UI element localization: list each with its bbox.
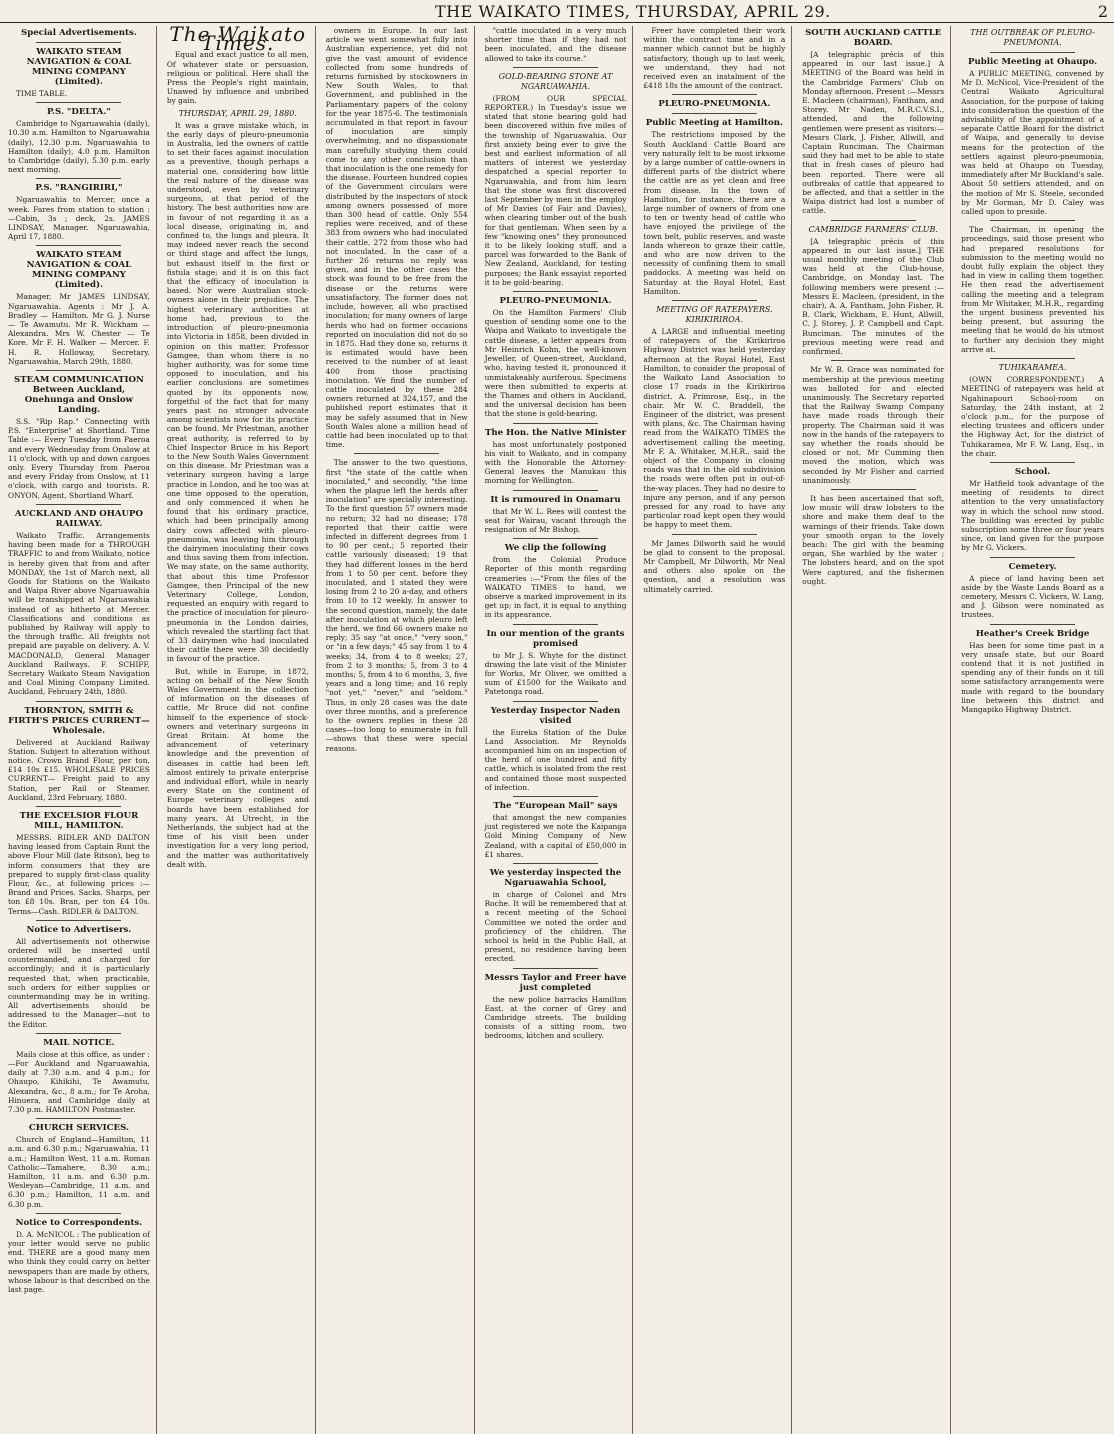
article-heading: Notice to Advertisers. <box>26 924 132 935</box>
article-heading: P.S. "DELTA." <box>47 107 111 118</box>
article-body: Mr James Dilworth said he would be glad to consent to the proposal. Mr Campbell, Mr Dilworth, Mr Neal and others also spoke on the question, and a resolution was ultimately carried. <box>643 538 786 594</box>
article-body: has most unfortunately postponed his visit to Waikato, and in company with the Honorable the Attorney-General leaves the Manukau this morning for Wellington. <box>484 439 627 486</box>
article <box>8 107 150 174</box>
section-divider <box>36 806 121 807</box>
article-subheading: CAMBRIDGE FARMERS' CLUB. <box>808 224 938 234</box>
section-divider <box>36 370 121 371</box>
running-title: THE WAIKATO TIMES, THURSDAY, APRIL 29. <box>435 2 831 21</box>
article <box>167 109 309 664</box>
article <box>8 375 150 500</box>
header-rule <box>0 22 1114 23</box>
section-divider <box>513 796 598 797</box>
section-divider <box>36 102 121 103</box>
section-divider <box>990 624 1076 625</box>
article <box>961 629 1104 715</box>
article-heading: It is rumoured in Onamaru <box>490 494 621 505</box>
article <box>485 973 627 1041</box>
article-heading: THE EXCELSIOR FLOUR MILL, HAMILTON. <box>19 810 139 831</box>
section-divider <box>990 52 1076 53</box>
article-body: The Chairman, in opening the proceedings, said those present who had prepared resolutions for submission to the meeting would no doubt fully explain the object they had in view in calling them together. He then read the advertisement calling the meeting and a telegram from Mr Whitaker, M.H.R., regarding the urgent business prevented his being present, but assuring the meeting that he would do his utmost to further any decision they might arrive at. <box>961 225 1104 354</box>
article-body: that Mr W. L. Rees will contest the seat for Wairau, vacant through the resignation of Mr Bishop. <box>484 506 627 534</box>
page-number: 2 <box>1097 2 1108 21</box>
article-body: (FROM OUR SPECIAL REPORTER.) In Tuesday's issue we stated that stone bearing gold had been discovered within five miles of the township of Ngaruawahia. Our first anxiety being ever to give the best and earliest information of all matters of interest we yesterday despatched a special reporter to Ngaruawahia, and from him learn that the stone was first discovered last September by men in the employ of Mr Davies (of Fair and Davies), when clearing timber out of the bush for that gentleman. When seen by a few "knowing ones" they pronounced it to be likely looking stuff, and a parcel was forwarded to the Bank of New Zealand, Auckland, for testing purposes; the Bank essayist reported it to be gold-bearing. <box>484 93 627 287</box>
article <box>485 428 627 486</box>
article-heading: We clip the following <box>504 543 607 554</box>
article-heading: Yesterday Inspector Naden visited <box>490 705 621 726</box>
article-heading: Heather's Creek Bridge <box>975 628 1090 639</box>
article-body: "cattle inoculated in a very much shorter time than if they had not been inoculated, and the disease allowed to take its course." <box>484 26 627 63</box>
article <box>802 494 944 586</box>
article-heading: PLEURO-PNEUMONIA. <box>658 99 771 110</box>
article <box>326 458 468 753</box>
section-divider <box>36 42 121 43</box>
article-body: Cambridge to Ngaruawahia (daily), 10.30 a.m. Hamilton to Ngaruawahia (daily), 12.30 p.m. Ngaruawahia to Hamilton (daily), 4.0 p.m. Hamilton to Cambridge (daily), 5.30 p.m. early next morning. <box>8 119 150 175</box>
article <box>802 225 944 357</box>
article-body: (OWN CORRESPONDENT.) A MEETING of ratepayers was held at Ngahinapouri School-room on Saturday, the 24th instant, at 2 o'clock p.m., for the purpose of electing trustees and officers under the Highway Act, for the district of Tuhikaramea, Mr F. W. Lang, Esq., in the chair. <box>961 375 1104 458</box>
column-3 <box>322 26 475 1434</box>
article-body: On the Hamilton Farmers' Club question of sending some one to the Waipa and Waikato to investigate the cattle disease, a letter appears from Mr Heinrich Kohn, the well-known Jeweller, of Queen-street, Auckland, who, having tested it, pronounced it unmistakeably auriferous. Specimens were then submitted to experts at the Thames and others in Auckland, and the universal decision has been that the stone is gold-bearing. <box>484 308 627 419</box>
section-divider <box>672 534 757 535</box>
article <box>8 28 150 38</box>
article-body: Mails close at this office, as under :—For Auckland and Ngaruawahia, daily at 7.30 a.m. and 4 p.m.; for Ohaupo, Kihikihi, Te Awamutu, Alexandra, &c., 8 a.m.; for Te Aroha, Hinuera, and Cambridge daily at 7.30 p.m. HAMILTON Postmaster. <box>8 1049 150 1115</box>
article-heading: Special Advertisements. <box>21 28 137 38</box>
article <box>643 539 785 594</box>
article <box>961 467 1104 553</box>
article-body: TIME TABLE. <box>16 89 68 98</box>
section-divider <box>36 504 121 505</box>
section-divider <box>36 1033 121 1034</box>
article <box>8 925 150 1029</box>
article <box>802 365 944 485</box>
column-7 <box>957 26 1110 1434</box>
article <box>326 26 468 449</box>
column-6 <box>798 26 951 1434</box>
article-heading: STEAM COMMUNICATION Between Auckland, Onehunga and Onslow Landing. <box>14 375 144 416</box>
article <box>961 562 1104 620</box>
article-heading: The "European Mail" says <box>493 801 618 811</box>
section-divider <box>513 538 598 539</box>
article-body: from the Colonial Produce Reporter of this month regarding creameries :—"From the files of the WAIKATO TIMES to hand, we observe a marked improvement in its get up; in fact, it is equal to anything in its appearance. <box>484 555 627 620</box>
article-heading: We yesterday inspected the Ngaruawahia School, <box>489 868 622 889</box>
article <box>485 296 627 418</box>
article-body: It was a grave mistake which, in the early days of pleuro-pneumonia in Australia, led the owners of cattle to set their faces against inoculation as a preventive, though perhaps a material one, considering how little the real nature of the disease was understood, even by veterinary surgeons, at that period of the history. The best authorities now are in favour of not regarding it as a local disease, originating in, and confined to, the lungs and pleura. It may indeed never reach the second or third stage and affect the lungs, but exhaust itself in the first or fistula stage; and it is on this fact that the efficacy of inoculation is based. Nor were Australian stock-owners alone in their prejudice. The highest veterinary authorities at home had, previous to the introduction of pleuro-pneumonia into Victoria in 1858, been divided in opinion on this matter. Professor Gamgee, than whom there is no higher authority, was for some time opposed to inoculation, and his earlier conclusions are sometimes quoted by its opponents now, forgetful of the fact that for many years past no stronger advocate among scientists now for its practice can be found. Mr Priestman, another great authority, is referred to by Chief Inspector Bruce in his Report to the New South Wales Government on this disease. Mr Priestman was a veterinary surgeon having a large practice in London, and he too was at one time opposed to the operation, and only commenced it when he found that his ordinary practice, which had been principally among dairy cows affected with pleuro-pneumonia, was leaving him through the dairymen inoculating their cows and thus saving them from infection. We may state, on the same authority, that about this time Professor Gamgee, then Principal of the new Veterinary College, London, requested an enquiry with regard to the practice of inoculation for pleuro-pneumonia in the London dairies, which revealed the startling fact that of 33 dairymen who had inoculated their cattle there were 30 decidedly in favour of the practice. <box>166 120 309 664</box>
article-body: A PUBLIC MEETING, convened by Mr D. McNicol, Vice-President of the Central Waikato Agricultural Association, for the purpose of taking into consideration the question of the advisability of the appointment of a separate Cattle Board for the district of Waipa, and generally to devise means for the protection of the settlers against pleuro-pneumonia, was held at Ohaupo on Tuesday, immediately after Mr Buckland's sale. About 50 settlers attended, and on the motion of Mr S. Steele, seconded by Mr Gorman, Mr D. Caley was called upon to preside. <box>961 69 1104 217</box>
article-body: Manager, Mr JAMES LINDSAY, Ngaruawahia. Agents : Mr J. A. Bradley — Hamilton. Mr G. J. Nurse — Te Awamutu. Mr R. Wickham — Alexandra. Mrs W. Chester — Te Kore. Mr F. H. Walker — Mercer. F. H. R. Holloway, Secretary. Ngaruawahia, March 29th, 1880. <box>8 292 150 366</box>
article-subheading: MEETING OF RATEPAYERS. KIRIKIRIROA. <box>656 305 773 325</box>
section-divider <box>513 67 598 68</box>
section-divider <box>513 291 598 292</box>
article-body: A piece of land having been set aside by the Waste Lands Board as a cemetery, Messrs C. Vickers, W. Lang, and J. Gibson were nominated as trustees. <box>961 573 1104 620</box>
article-body: to Mr J. S. Whyte for the distinct drawing the late visit of the Minister for Works, Mr Oliver, we omitted a sum of £1500 for the Waikato and Patetonga road. <box>484 650 627 697</box>
article <box>485 868 627 964</box>
article-body: Church of England—Hamilton, 11 a.m. and 6.30 p.m.; Ngaruawahia, 11 a.m.; Hamilton West, 11 a.m. Roman Catholic—Tamahere, 8.30 a.m.; Hamilton, 11 a.m. and 6.30 p.m. Wesleyan—Cambridge, 11 a.m. and 6.30 p.m.; Hamilton, 11 a.m. and 6.30 p.m. <box>8 1135 150 1209</box>
article <box>166 26 309 106</box>
column-5 <box>639 26 792 1434</box>
article-body: Mr Hatfield took advantage of the meeting of residents to direct attention to the very unsatisfactory way in which the school now stood. The building was erected by public subscription some three or four years since, on land given for the purpose by Mr G. Vickers. <box>961 478 1104 553</box>
section-divider <box>513 624 598 625</box>
article-heading: WAIKATO STEAM NAVIGATION & COAL MINING COMPANY (Limited). <box>26 250 132 291</box>
article-body: The restrictions imposed by the South Auckland Cattle Board are very naturally felt to be most irksome by a large number of cattle-owners in different parts of the district where the cattle are as yet clean and free from disease. In the town of Hamilton, for instance, there are a large number of owners of from one to ten or twenty head of cattle who have enjoyed the privilege of the town belt, public reserves, and waste lands whereon to graze their cattle, and who are now driven to the necessity of confining them to small paddocks. A meeting was held on Saturday at the Royal Hotel, East Hamilton. <box>643 130 786 296</box>
article <box>8 1218 150 1294</box>
article-heading: AUCKLAND AND OHAUPO RAILWAY. <box>14 508 143 529</box>
section-divider <box>831 489 916 490</box>
article-heading: Cemetery. <box>1008 561 1057 572</box>
article-body: the new police barracks Hamilton East, at the corner of Grey and Cambridge streets. The building consists of a sitting room, two bedrooms, kitchen and scullery. <box>484 994 627 1041</box>
article <box>8 183 150 241</box>
article-heading: P.S. "RANGIRIRI," <box>35 183 123 194</box>
article <box>485 72 627 287</box>
article <box>485 543 627 619</box>
article-body: Equal and exact justice to all men, Of whatever state or persuasion, religious or political. Here shall the Press the People's right maintain, Unawed by influence and unbribed by gain. <box>166 50 309 106</box>
article-body: Delivered at Auckland Railway Station. Subject to alteration without notice. Crown Brand Flour, per ton, £14 10s £15. WHOLESALE PRICES CURRENT— Freight paid to any Station, per Rail or Steamer. Auckland, 23rd February, 1880. <box>8 737 150 802</box>
article-heading: Public Meeting at Ohaupo. <box>968 57 1098 67</box>
article <box>8 509 150 697</box>
article-heading: School. <box>1014 466 1051 477</box>
section-divider <box>672 300 757 301</box>
columns-grid <box>0 26 1114 1434</box>
article <box>8 706 150 802</box>
section-divider <box>672 94 757 95</box>
article <box>8 1123 150 1209</box>
article-body: Has been for some time past in a very unsafe state, but our Board contend that it is not justified in spending any of their funds on it till some satisfactory arrangements were made with regard to the boundary line between this district and Mangapiko Highway District. <box>961 640 1104 714</box>
article <box>643 26 785 90</box>
article-subheading: TUHIKARAMEA. <box>998 363 1067 373</box>
section-divider <box>36 1118 121 1119</box>
article-body: Freer have completed their work within the contract time and in a manner which cannot but be highly satisfactory, though up to last week, we understand, they had not received even an instalment of the £418 18s the amount of the contract. <box>643 26 786 91</box>
article <box>485 495 627 535</box>
column-2 <box>163 26 316 1434</box>
article-body: D. A. McNICOL : The publication of your letter would serve no public end. THERE are a good many men who think they could carry on better newspapers than are made by others, whose labour is that described on the last page. <box>8 1229 150 1295</box>
article-heading: The Hon. the Native Minister <box>484 427 627 438</box>
article-body: [A telegraphic précis of this appeared in our last issue.] A MEETING of the Board was held in the Cambridge Farmers' Club on Monday afternoon. Present :—Messrs E. Macleen (chairman), Fantham, and Storey. Mr Naden, M.R.C.V.S.I., attended, and the following gentlemen were present as visitors:—Messrs Clark, J. Fisher, Allwill, and Captain Runciman. The Chairman said they had met to be able to state that in fresh cases of pleuro had been reported. There were all outbreaks of cattle that appeared to be affected, and that a settler in the Waipa district had lost a number of cattle. <box>802 50 945 216</box>
article-body: Waikato Traffic. Arrangements having been made for a THROUGH TRAFFIC to and from Waikato, notice is hereby given that from and after MONDAY, the 1st of March next, all Goods for Stations on the Waikato and Waipa River above Ngaruawahia will be transhipped at Ngaruawahia instead of as hitherto at Mercer. Classifications and conditions as published by Railway will apply to the through traffic. All freights not prepaid are payable on delivery. A. V. MACDONALD, General Manager Auckland Railways. F. SCHIFF, Secretary Waikato Steam Navigation and Coal Mining Company Limited. Auckland, February 24th, 1880. <box>8 530 150 697</box>
section-divider <box>36 1213 121 1214</box>
section-divider <box>990 557 1076 558</box>
section-divider <box>831 360 916 361</box>
article-heading: SOUTH AUCKLAND CATTLE BOARD. <box>805 28 942 48</box>
article-heading: MAIL NOTICE. <box>43 1037 115 1048</box>
column-1 <box>4 26 157 1434</box>
article <box>961 28 1104 48</box>
article <box>961 57 1104 216</box>
article-subheading: THURSDAY, APRIL 29, 1880. <box>178 108 297 118</box>
nameplate: The Waikato Times. <box>169 26 307 56</box>
article <box>8 811 150 916</box>
article-heading: PLEURO-PNEUMONIA. <box>499 296 612 307</box>
article <box>167 667 309 869</box>
section-divider <box>513 863 598 864</box>
section-divider <box>513 701 598 702</box>
article-body: Mr W. B. Grace was nominated for membership at the previous meeting was balloted for and elected unanimously. The Secretary reported that the Railway Swamp Company have made roads through their property. The Chairman said it was now in the hands of the ratepayers to say whether the roads should be closed or not. Mr Cumming then moved the motion, which was seconded by Mr Fisher and carried unanimously. <box>802 365 945 485</box>
section-divider <box>990 358 1076 359</box>
section-divider <box>513 968 598 969</box>
section-divider <box>513 490 598 491</box>
article-body: All advertisements not otherwise ordered will be inserted until countermanded, and charged for accordingly; and it is particularly requested that, when practicable, such orders for either supplies or countermanding may be in writing. All advertisements should be addressed to the Manager—not to the Editor. <box>8 936 150 1029</box>
article <box>643 118 785 296</box>
article-body: that amongst the new companies just registered we note the Kaipanga Gold Mining Company of New Zealand, with a capital of £50,000 in £1 shares. <box>484 813 627 859</box>
article-heading: Notice to Correspondents. <box>15 1217 143 1228</box>
article-heading: WAIKATO STEAM NAVIGATION & COAL MINING COMPANY (Limited). <box>26 47 132 87</box>
article-heading: CHURCH SERVICES. <box>28 1123 129 1134</box>
article-body: Ngaruawahia to Mercer, once a week. Fares from station to station :—Cabin, 3s ; deck, 2s. JAMES LINDSAY, Manager. Ngaruawahia, April 17, 1880. <box>8 195 150 242</box>
section-divider <box>36 178 121 179</box>
section-divider <box>36 245 121 246</box>
article-subheading: THE OUTBREAK OF PLEURO-PNEUMONIA. <box>970 28 1096 47</box>
article <box>485 801 627 859</box>
article <box>961 363 1104 458</box>
article-heading: THORNTON, SMITH & FIRTH'S PRICES CURRENT—Wholesale. <box>8 705 150 736</box>
section-divider <box>672 113 757 114</box>
article-body: in charge of Colonel and Mrs Roche. It will be remembered that at a recent meeting of the School Committee we noted the order and proficiency of the children. The school is held in the Public Hall, at present, no residence having been erected. <box>484 890 627 964</box>
article-heading: Messrs Taylor and Freer have just completed <box>484 972 627 993</box>
article <box>643 305 785 529</box>
article <box>643 99 785 109</box>
section-divider <box>36 701 121 702</box>
article-body: owners in Europe. In our last article we went somewhat fully into Australian experience, yet did not give the vast amount of evidence collected from some hundreds of returns furnished by stockowners in New South Wales, to that Government, and published in the Parliamentary papers of the colony for the year 1875-6. The testimonials accumulated in that report in favour of inoculation are simply overwhelming, and no dispassionate man carefully studying them could come to any other conclusion than that inoculation is the one remedy for the disease. Fourteen hundred copies of the Government circulars were distributed by the inspectors of stock among owners possessed of more than 300 head of cattle. Only 554 replies were received, and of these 383 from owners who had inoculated their cattle, 272 from those who had not inoculated. In the case of a further 26 returns no reply was given, and in the other cases the stock was found to be free from the disease or the returns were unsatisfactory. The former does not include, however, all who practised inoculation; for many owners of large herds who had on former occasions reported on inoculation did not do so in 1875. Had they done so, returns it is estimated would have been received to the number of at least 400 from those practising inoculation. We find the number of cattle inoculated by these 284 owners returned at 324,157, and the published report estimates that it may be safely assumed that in New South Wales alone a million head of cattle had been inoculated up to that time. <box>325 26 468 450</box>
article <box>8 47 150 98</box>
article-subheading: GOLD-BEARING STONE AT NGARUAWAHIA. <box>498 71 613 91</box>
article-body: But, while in Europe, in 1872, acting on behalf of the New South Wales Government in the collection of information on the diseases of cattle, Mr Bruce did not confine himself to the experience of stock-owners and veterinary surgeons in Great Britain. At home the advancement of veterinary knowledge and the prevention of diseases in cattle had been left almost entirely to private enterprise and individual effort, while in nearly every State on the continent of Europe veterinary colleges and boards have been established for many years. At Utrecht, in the Netherlands, the subject had at the time of his visit been under investigation for a very long period, and the matter was authoritatively dealt with. <box>166 666 309 869</box>
section-divider <box>513 423 598 424</box>
section-divider <box>354 453 439 454</box>
column-4 <box>481 26 634 1434</box>
section-divider <box>990 462 1076 463</box>
article <box>8 1038 150 1114</box>
section-divider <box>990 220 1076 221</box>
article-heading: Public Meeting at Hamilton. <box>645 118 783 129</box>
article-body: The answer to the two questions, first "the state of the cattle when inoculated," and secondly, "the time when the plague left the herds after inoculation" are specially interesting. To the first question 57 owners made no return; 32 had no disease; 178 reported that their cattle were infected in different degrees from 1 to 90 per cent.; 5 reported their cattle variously diseased; 19 that they had different losses in the herd from 1 to 50 per cent. before they inoculated, and 1 stated they were losing from 2 to 20 a-day, and others from 10 to 12 weekly. In answer to the second question, namely, the date after inoculation at which pleuro left the herd, we find 66 owners make no reply; 35 say "at once," "very soon," or "in a few days;" 45 say from 1 to 4 weeks; 34, from 4 to 8 weeks; 27, from 2 to 3 months; 5, from 3 to 4 months; 5, from 4 to 6 months, 3, five years and a long time; and 16 reply "not yet," "never," and "seldom." Thus, in only 28 cases was the date over three months, and a preference to the owners replies in these 28 cases—too long to enumerate in full—shows that these were special reasons. <box>325 458 468 753</box>
article-body: It has been ascertained that soft, low music will draw lobsters to the shore and make them deaf to the warnings of their friends. Take down your smooth organ to the lovely beach: The girl with the beaming organ, She warbled by the water ; The lobsters heard, and on the spot Were captured, and the fishermen ought. <box>802 493 945 586</box>
article <box>802 28 944 216</box>
article-heading: In our mention of the grants promised <box>486 628 625 649</box>
article <box>485 26 627 63</box>
article <box>485 706 627 792</box>
article-body: S.S. "Rip Rap." Connecting with P.S. "Enterprise" at Shortland. Time Table :— Every Tuesday from Paeroa and every Wednesday from Onslow at 11 o'clock, with up and down cargoes only. Every Thursday from Paeroa and every Friday from Onslow, at 11 o'clock, with cargo and tourists. R. ONYON, Agent, Shortland Wharf. <box>8 417 150 500</box>
section-divider <box>831 220 916 221</box>
article-body: the Eureka Station of the Duke Land Association. Mr Reynolds accompanied him on an inspection of the herd of one hundred and fifty cattle, which is isolated from the rest and contained those most suspected of infection. <box>484 727 627 792</box>
article-body: [A telegraphic précis of this appeared in our last issue.] THE usual monthly meeting of the Club was held at the Club-house, Cambridge, on Monday last. The following members were present :—Messrs E. Macleen, (president, in the chair), A. A. Fantham, John Fisher, R. B. Clark, Wickham, E. Hunt, Allwill, C. J. Storey, J. P. Campbell and Capt. Runciman. The minutes of the previous meeting were read and confirmed. <box>802 236 945 357</box>
article <box>8 250 150 366</box>
article <box>485 629 627 697</box>
article-body: A LARGE and influential meeting of ratepayers of the Kirikiriroa Highway District was held yesterday afternoon at the Royal Hotel, East Hamilton, to consider the proposal of the Waikato Land Association to close 17 roads in the Kirikiriroa district. A. Primrose, Esq., in the chair. Mr W. C. Braddell, the Engineer of the district, was present with plans, &c. The Chairman having read from the WAIKATO TIMES the advertisement calling the meeting, Mr F. A. Whitaker, M.H.R., said the object of the Company in closing roads was that in the old subdivision the roads were often put in out-of-the-way places. They had no desire to injure any person, and if any person pressed for any road to have any particular road kept open they would be happy to meet them. <box>643 327 786 530</box>
article-body: MESSRS. RIDLER AND DALTON having leased from Captain Runt the above Flour Mill (late Ritson), beg to inform consumers that they are prepared to supply first-class quality Flour, &c., at following prices :— Brand and Prices. Sacks. Sharps, per ton £8 10s. Bran, per ton £4 10s. Terms—Cash. RIDLER & DALTON. <box>8 832 150 916</box>
section-divider <box>36 920 121 921</box>
article <box>961 225 1104 354</box>
